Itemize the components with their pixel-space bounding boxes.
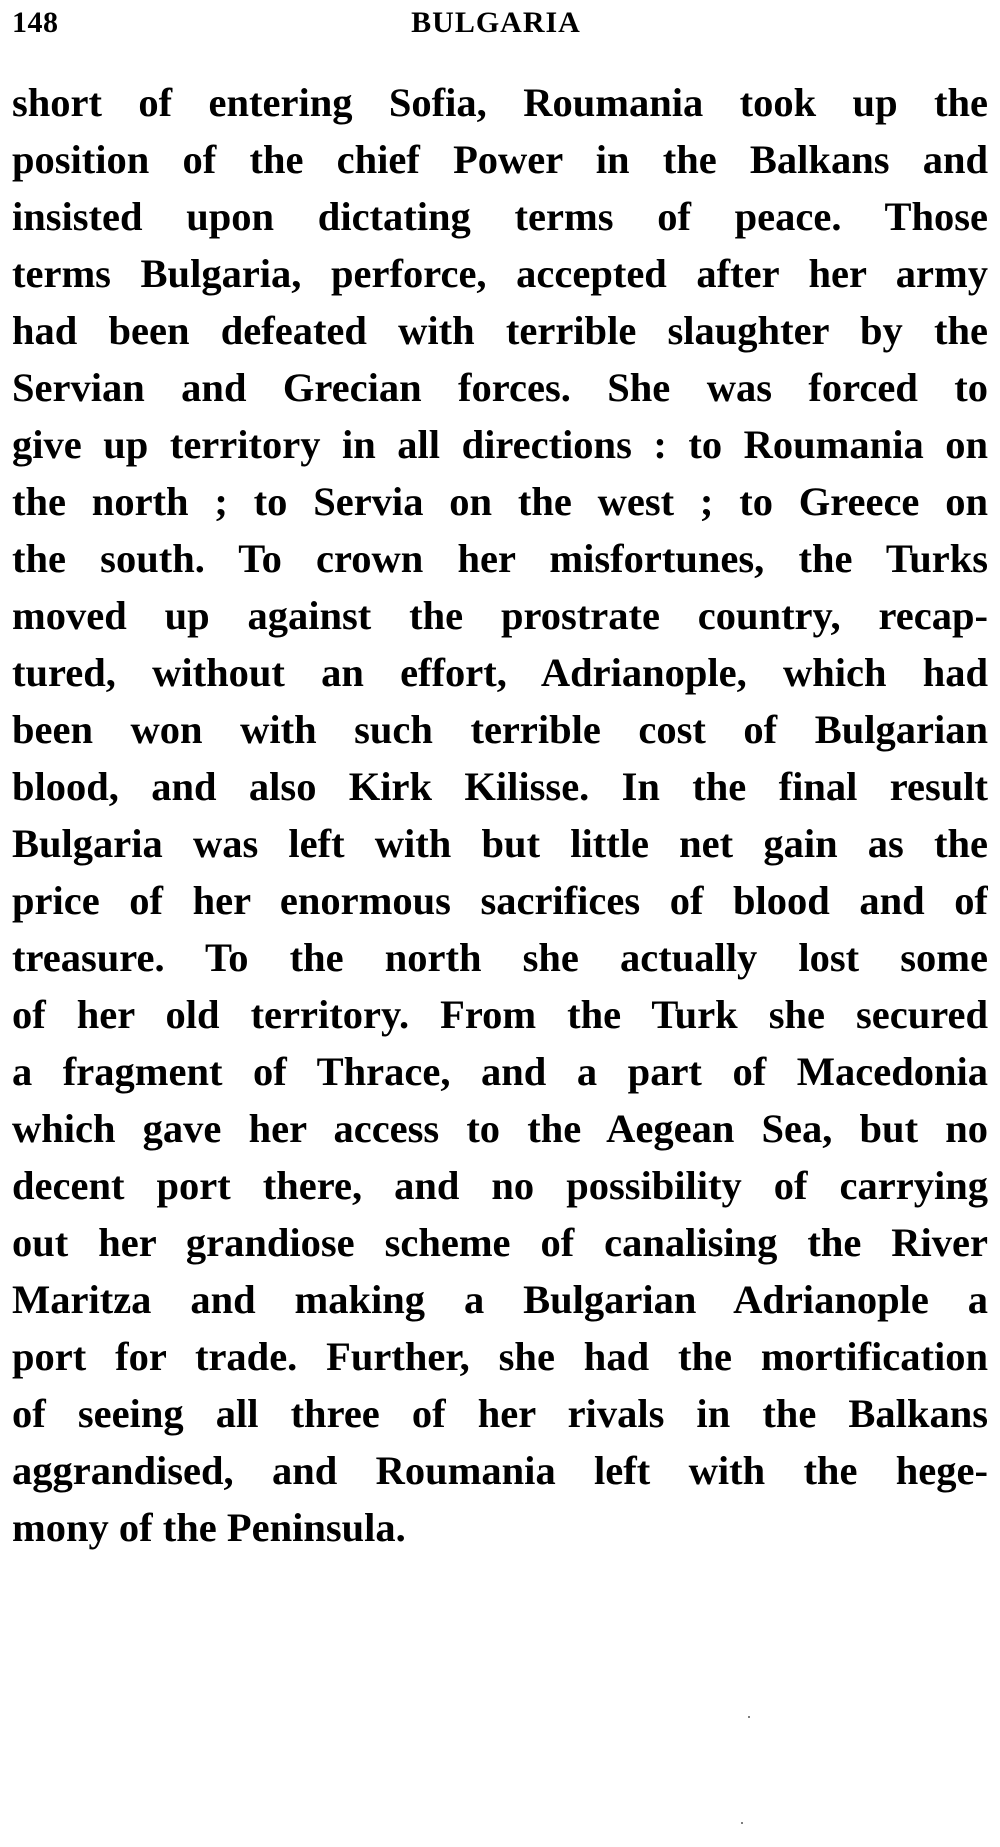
body-paragraph [12,74,988,1556]
running-head [12,6,980,46]
text-line: aggrandised, and Roumania left with the hege- [12,1448,988,1493]
text-line: the south. To crown her misfortunes, the Turks [12,536,988,581]
text-line: position of the chief Power in the Balkans and [12,137,988,182]
text-line: give up territory in all directions : to Roumania on [12,422,988,467]
text-line: a fragment of Thrace, and a part of Macedonia [12,1049,988,1094]
scan-speck [748,1716,750,1718]
text-line: of her old territory. From the Turk she secured [12,992,988,1037]
text-line: short of entering Sofia, Roumania took up the [12,80,988,125]
text-line: tured, without an effort, Adrianople, which had [12,650,988,695]
text-line: Servian and Grecian forces. She was forced to [12,365,988,410]
text-line: insisted upon dictating terms of peace. Those [12,194,988,239]
text-line: which gave her access to the Aegean Sea, but no [12,1106,988,1151]
page-number: 148 [12,6,59,39]
text-line: the north ; to Servia on the west ; to Greece on [12,479,988,524]
text-line: terms Bulgaria, perforce, accepted after her army [12,251,988,296]
scan-speck [741,1822,743,1824]
text-line: Maritza and making a Bulgarian Adrianople a [12,1277,988,1322]
text-line: been won with such terrible cost of Bulgarian [12,707,988,752]
running-title: BULGARIA [411,6,581,39]
text-line: of seeing all three of her rivals in the Balkans [12,1391,988,1436]
text-line: Bulgaria was left with but little net gain as the [12,821,988,866]
text-line: blood, and also Kirk Kilisse. In the final result [12,764,988,809]
text-line: out her grandiose scheme of canalising the River [12,1220,988,1265]
text-line: decent port there, and no possibility of carrying [12,1163,988,1208]
text-line: moved up against the prostrate country, recap- [12,593,988,638]
text-line: port for trade. Further, she had the mortification [12,1334,988,1379]
text-line: treasure. To the north she actually lost some [12,935,988,980]
text-line: had been defeated with terrible slaughter by the [12,308,988,353]
text-line-final: mony of the Peninsula. [12,1505,406,1550]
text-line: price of her enormous sacrifices of blood and of [12,878,988,923]
